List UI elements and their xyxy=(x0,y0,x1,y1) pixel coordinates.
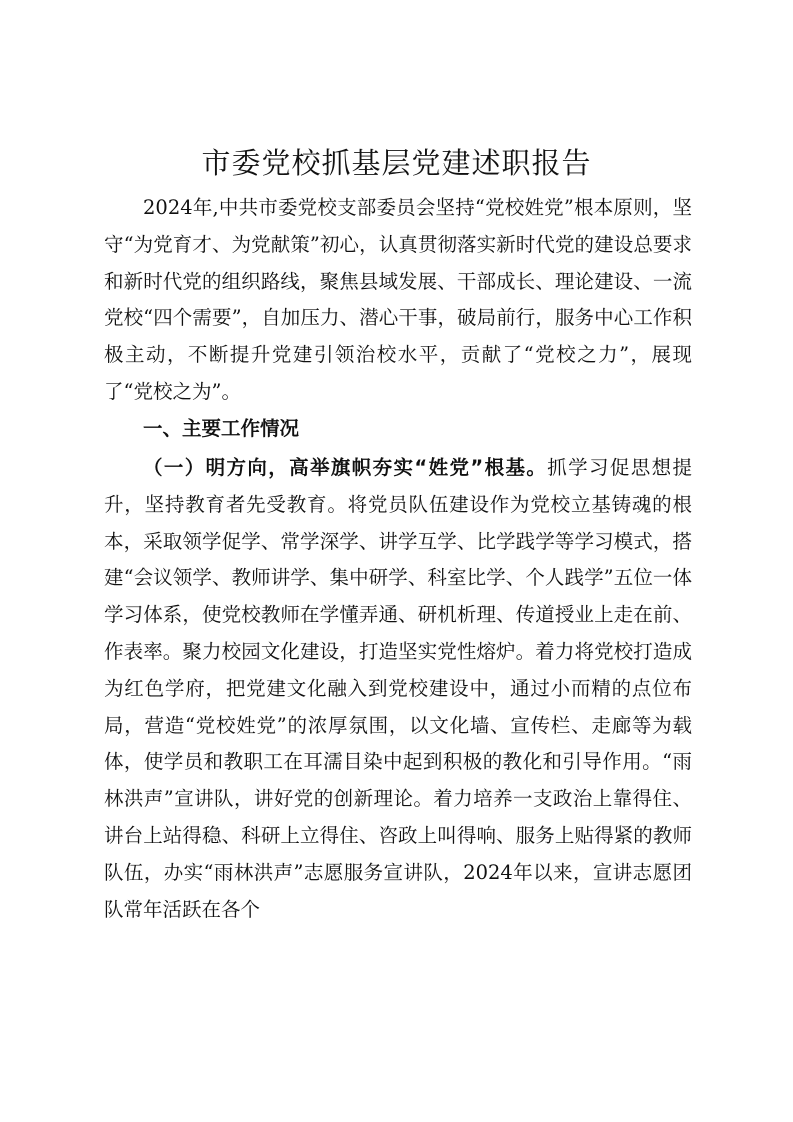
intro-paragraph: 2024年,中共市委党校支部委员会坚持“党校姓党”根本原则，坚守“为党育才、为党献策”初心，认真贯彻落实新时代党的建设总要求和新时代党的组织路线，聚焦县域发展、干部成长、理论建设、一流党校“四个需要”，自加压力、潜心干事，破局前行，服务中心工作积极主动，不断提升党建引领治校水平，贡献了“党校之力”，展现了“党校之为”。 xyxy=(104,196,692,403)
section-heading: 一、主要工作情况 xyxy=(143,417,300,440)
document-title: 市委党校抓基层党建述职报告 xyxy=(201,146,592,180)
subsection-paragraph xyxy=(104,450,692,928)
subsection-body: 抓学习促思想提升，坚持教育者先受教育。将党员队伍建设作为党校立基铸魂的根本，采取领学促学、常学深学、讲学互学、比学践学等学习模式，搭建“会议领学、教师讲学、集中研学、科室比学、个人践学”五位一体学习体系，使党校教师在学懂弄通、研机析理、传道授业上走在前、作表率。聚力校园文化建设，打造坚实党性熔炉。着力将党校打造成为红色学府，把党建文化融入到党校建设中，通过小而精的点位布局，营造“党校姓党”的浓厚氛围，以文化墙、宣传栏、走廊等为载体，使学员和教职工在耳濡目染中起到积极的教化和引导作用。“雨林洪声”宣讲队，讲好党的创新理论。着力培养一支政治上靠得住、讲台上站得稳、科研上立得住、咨政上叫得响、服务上贴得紧的教师队伍，办实“雨林洪声”志愿服务宣讲队，2024年以来，宣讲志愿团队常年活跃在各个 xyxy=(104,456,692,921)
subsection-lead: （一）明方向，高举旗帜夯实“姓党”根基。 xyxy=(143,456,548,479)
